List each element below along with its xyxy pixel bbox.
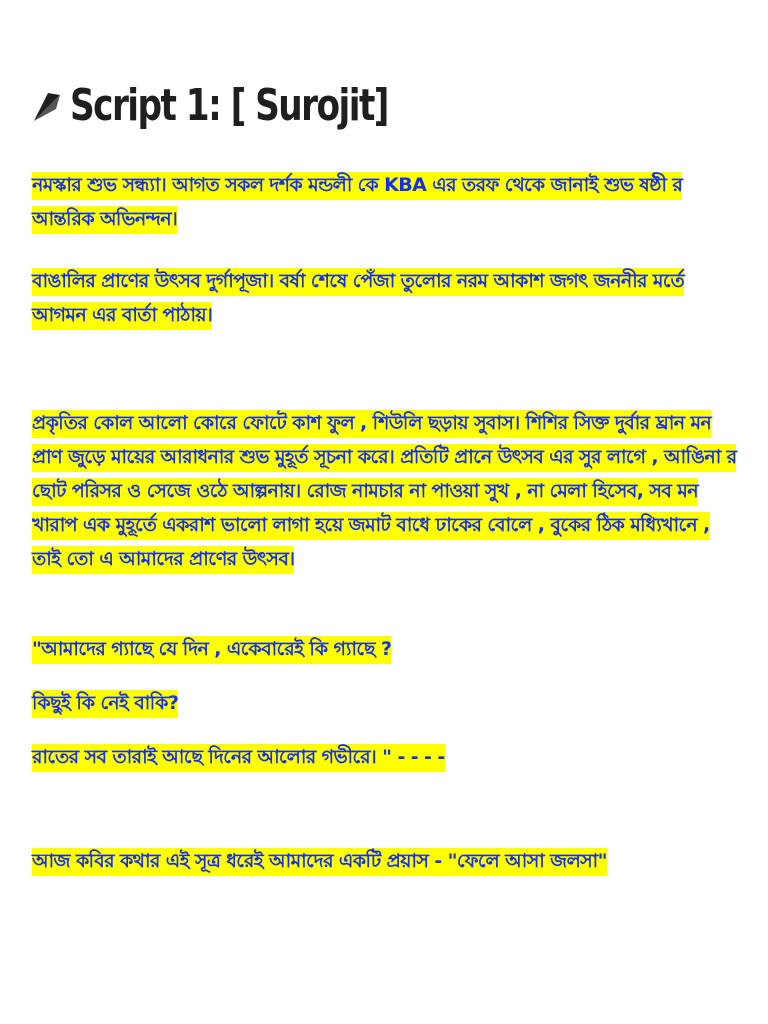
arrow-bullet-icon	[32, 89, 62, 123]
closing-text: আজ কবির কথার এই সূত্র ধরেই আমাদের একটি প্রয়াস - "ফেলে আসা জলসা"	[32, 848, 607, 876]
poem-line-1	[32, 632, 737, 666]
intro-text: বাঙালির প্রাণের উৎসব দুর্গাপূজা। বর্ষা শেষে পেঁজা তুলোর নরম আকাশ জগৎ জননীর মর্তে আগমন এর বার্তা পাঠায়।	[32, 268, 684, 330]
poem-line-3-text: রাতের সব তারাই আছে দিনের আলোর গভীরে। " - - - -	[32, 744, 445, 772]
poem-line-2	[32, 686, 737, 720]
nature-text: প্রকৃতির কোল আলো কোরে ফোটে কাশ ফুল , শিউলি ছড়ায় সুবাস। শিশির সিক্ত দুর্বার ঘ্রান মন প্রাণ জুড়ে মায়ের আরাধনার শুভ মুহূর্ত সূচনা করে। প্রতিটি প্রানে উৎসব এর সুর লাগে , আঙিনা র ছোট পরিসর ও সেজে ওঠে আল্পনায়। রোজ নামচার না পাওয়া সুখ , না মেলা হিসেব, সব মন খারাপ এক মুহূর্তে একরাশ ভালো লাগা হয়ে জমাট বাধে ঢাকের বোলে , বুকের ঠিক মধ্যিখানে , তাই তো এ আমাদের প্রাণের উৎসব।	[32, 410, 736, 574]
script-title: Script 1: [ Surojit]	[70, 80, 388, 131]
greeting-text: নমস্কার শুভ সন্ধ্যা। আগত সকল দর্শক মন্ডলী কে KBA এর তরফ থেকে জানাই শুভ ষষ্ঠী র আন্তরিক অভিনন্দন।	[32, 172, 682, 234]
poem-line-2-text: কিছুই কি নেই বাকি?	[32, 690, 178, 718]
poem-line-1-text: "আমাদের গ্যাছে যে দিন , একেবারেই কি গ্যাছে ?	[32, 636, 391, 664]
greeting-paragraph	[32, 168, 737, 236]
nature-paragraph	[32, 406, 737, 576]
closing-paragraph	[32, 844, 737, 878]
script-heading	[32, 80, 478, 131]
poem-line-3	[32, 740, 737, 774]
intro-paragraph	[32, 264, 737, 332]
